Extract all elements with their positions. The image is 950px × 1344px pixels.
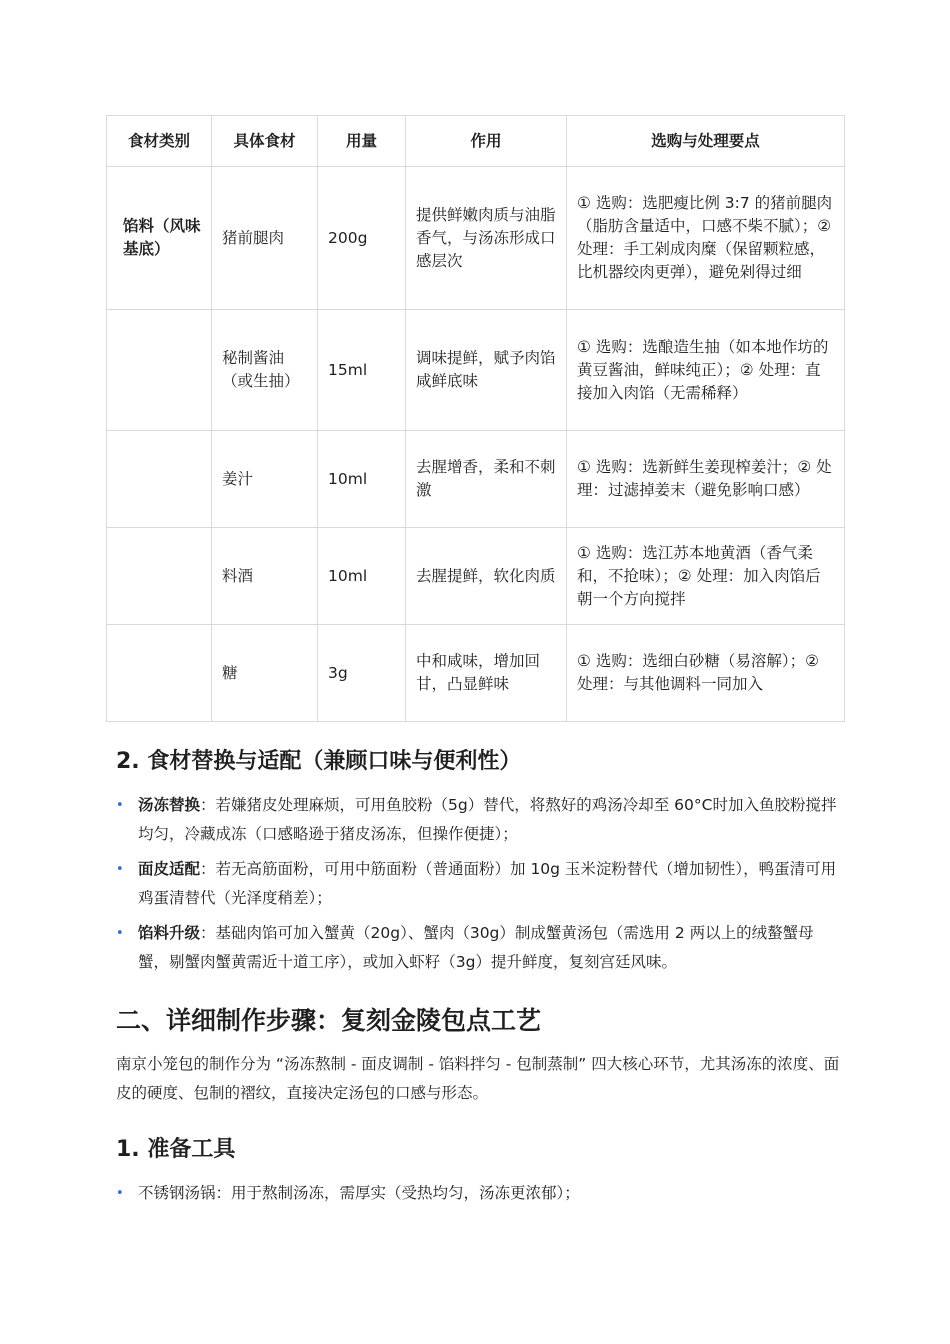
cell-ingredient: 姜汁 [212,431,318,528]
cell-amount: 10ml [318,528,406,625]
cell-tips: ① 选购：选酿造生抽（如本地作坊的黄豆酱油，鲜味纯正）；② 处理：直接加入肉馅（无需稀释） [567,310,845,431]
substitution-list [116,791,841,977]
cell-category [107,625,212,722]
cell-ingredient: 秘制酱油（或生抽） [212,310,318,431]
cell-category [107,310,212,431]
table-row [107,310,845,431]
bullet-dot-icon: • [116,862,124,877]
cell-purpose: 调味提鲜，赋予肉馅咸鲜底味 [406,310,567,431]
item-text: ：基础肉馅可加入蟹黄（20g）、蟹肉（30g）制成蟹黄汤包（需选用 2 两以上的绒螯蟹母蟹，剔蟹肉蟹黄需近十道工序），或加入虾籽（3g）提升鲜度，复刻宫廷风味。 [138,924,814,971]
list-item [116,791,841,849]
item-text: ：若无高筋面粉，可用中筋面粉（普通面粉）加 10g 玉米淀粉替代（增加韧性），鸭蛋清可用鸡蛋清替代（光泽度稍差）； [138,860,837,907]
steps-intro: 南京小笼包的制作分为 “汤冻熬制 - 面皮调制 - 馅料拌匀 - 包制蒸制” 四大核心环节，尤其汤冻的浓度、面皮的硬度、包制的褶纹，直接决定汤包的口感与形态。 [116,1055,840,1102]
cell-category [107,431,212,528]
ingredients-table-wrapper [106,115,844,722]
cell-ingredient: 猪前腿肉 [212,167,318,310]
cell-purpose: 去腥增香，柔和不刺激 [406,431,567,528]
cell-tips: ① 选购：选肥瘦比例 3:7 的猪前腿肉（脂肪含量适中，口感不柴不腻）；② 处理：手工剁成肉糜（保留颗粒感，比机器绞肉更弹），避免剁得过细 [567,167,845,310]
substitution-section [116,747,841,983]
header-amount: 用量 [318,116,406,167]
cell-purpose: 提供鲜嫩肉质与油脂香气，与汤冻形成口感层次 [406,167,567,310]
list-item [116,855,841,913]
tools-heading: 1. 准备工具 [116,1137,236,1162]
cell-amount: 3g [318,625,406,722]
cell-amount: 200g [318,167,406,310]
table-row [107,625,845,722]
tools-section [116,1135,841,1214]
cell-category: 馅料（风味基底） [107,167,212,310]
cell-amount: 15ml [318,310,406,431]
table-row [107,167,845,310]
header-tips: 选购与处理要点 [567,116,845,167]
cell-category [107,528,212,625]
bullet-dot-icon: • [116,1186,124,1201]
cell-tips: ① 选购：选新鲜生姜现榨姜汁；② 处理：过滤掉姜末（避免影响口感） [567,431,845,528]
item-text: 不锈钢汤锅：用于熬制汤冻，需厚实（受热均匀，汤冻更浓郁）； [138,1184,580,1202]
cell-amount: 10ml [318,431,406,528]
list-item [116,919,841,977]
tools-list [116,1179,841,1208]
item-text: ：若嫌猪皮处理麻烦，可用鱼胶粉（5g）替代，将熬好的鸡汤冷却至 60°C时加入鱼胶粉搅拌均匀，冷藏成冻（口感略逊于猪皮汤冻，但操作便捷）； [138,796,837,843]
header-purpose: 作用 [406,116,567,167]
cell-ingredient: 糖 [212,625,318,722]
table-row [107,431,845,528]
substitution-heading: 2. 食材替换与适配（兼顾口味与便利性） [116,749,522,774]
cell-tips: ① 选购：选细白砂糖（易溶解）；② 处理：与其他调料一同加入 [567,625,845,722]
ingredients-table [106,115,845,722]
bullet-dot-icon: • [116,798,124,813]
steps-heading: 二、详细制作步骤：复刻金陵包点工艺 [116,1006,542,1035]
bullet-dot-icon: • [116,926,124,941]
table-row [107,528,845,625]
steps-section [116,1004,841,1108]
table-header-row [107,116,845,167]
item-label: 汤冻替换 [138,796,201,814]
list-item [116,1179,841,1208]
header-category: 食材类别 [107,116,212,167]
cell-purpose: 去腥提鲜，软化肉质 [406,528,567,625]
cell-purpose: 中和咸味，增加回甘，凸显鲜味 [406,625,567,722]
header-ingredient: 具体食材 [212,116,318,167]
item-label: 馅料升级 [138,924,201,942]
cell-tips: ① 选购：选江苏本地黄酒（香气柔和，不抢味）；② 处理：加入肉馅后朝一个方向搅拌 [567,528,845,625]
item-label: 面皮适配 [138,860,201,878]
cell-ingredient: 料酒 [212,528,318,625]
